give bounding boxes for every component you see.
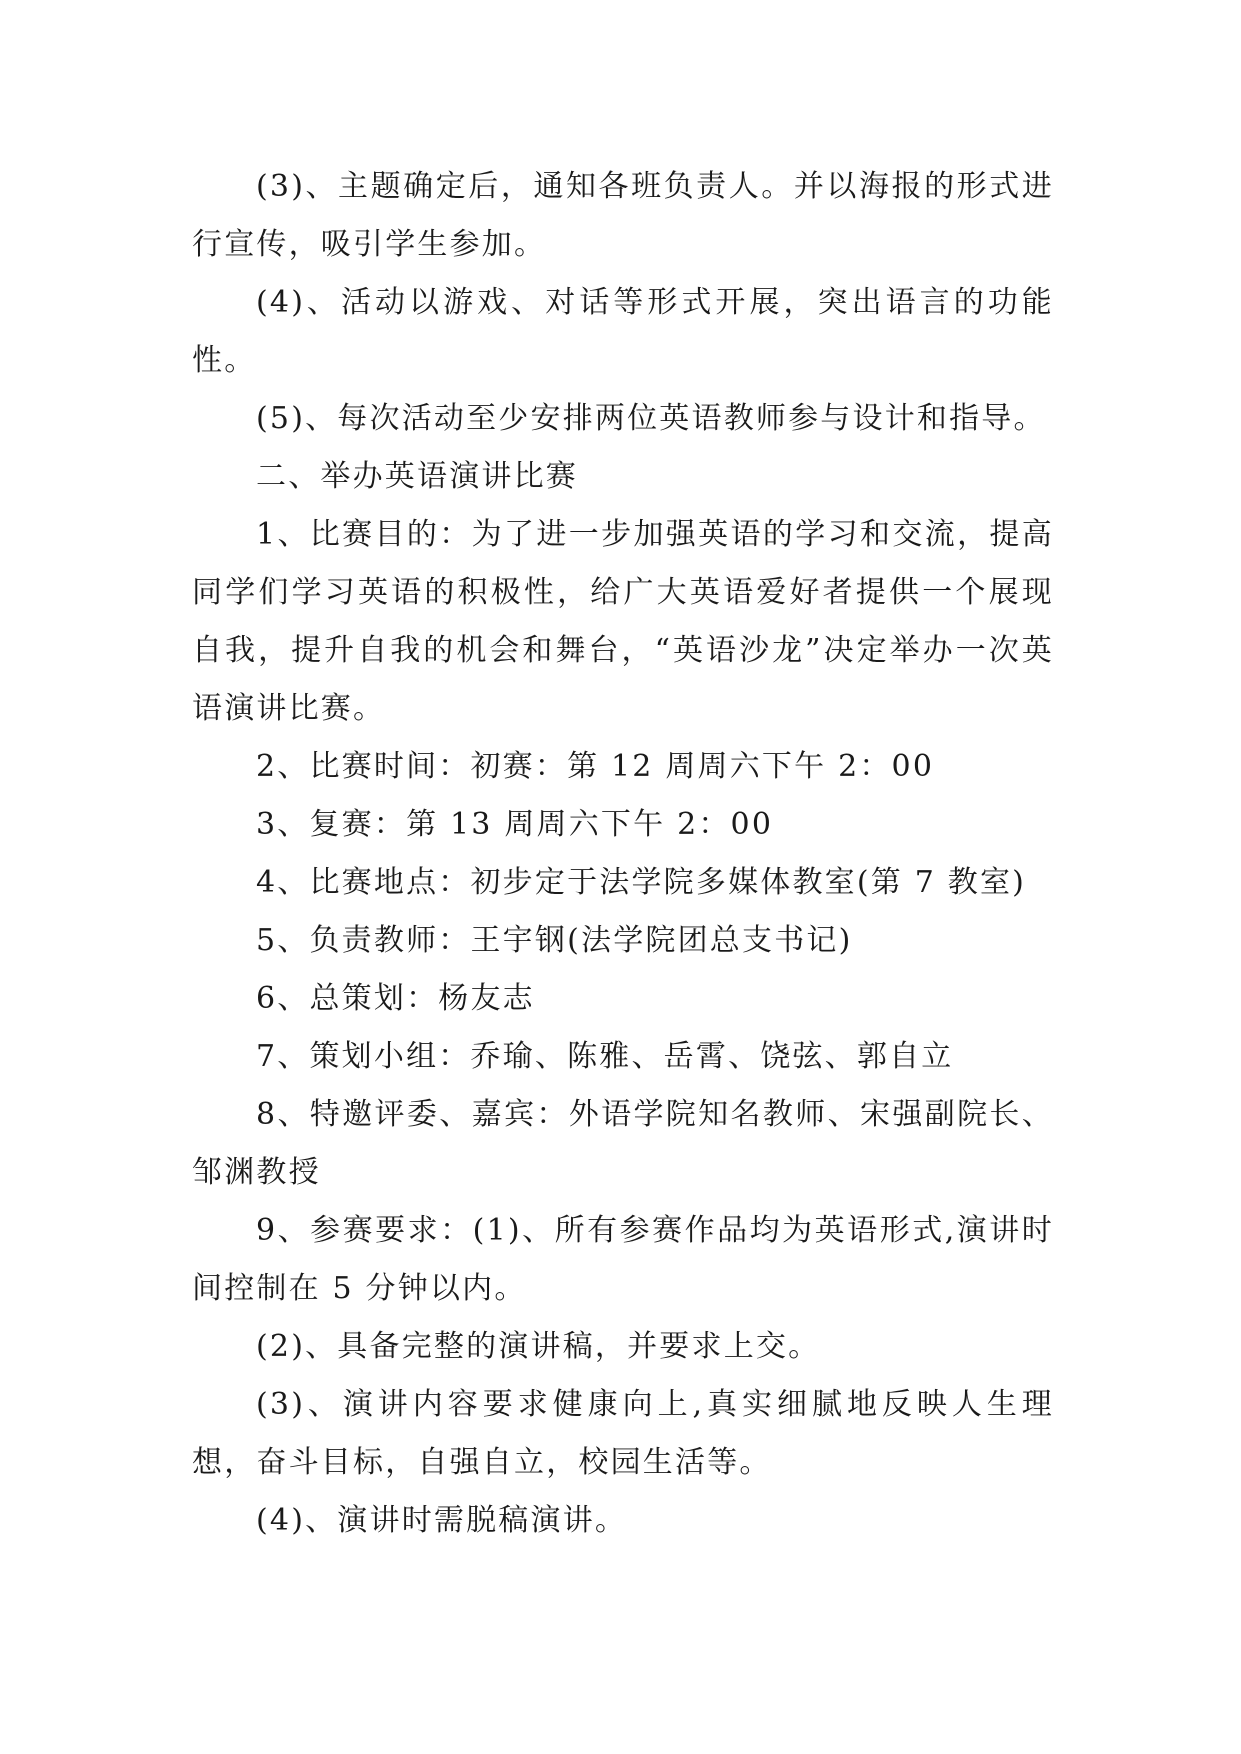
paragraph-requirement-4: (4)、演讲时需脱稿演讲。 [256,1503,628,1538]
paragraph-final-time: 3、复赛：第 13 周周六下午 2：00 [256,807,774,842]
paragraph-requirement-2: (2)、具备完整的演讲稿，并要求上交。 [256,1329,821,1364]
paragraph-planning-group: 7、策划小组：乔瑜、陈雅、岳霄、饶弦、郭自立 [256,1039,954,1074]
paragraph-requirement-1: 9、参赛要求：(1)、所有参赛作品均为英语形式,演讲时间控制在 5 分钟以内。 [192,1213,1054,1306]
paragraph-teacher-arrangement: (5)、每次活动至少安排两位英语教师参与设计和指导。 [256,401,1046,436]
paragraph-requirement-3: (3)、演讲内容要求健康向上,真实细腻地反映人生理想，奋斗目标，自强自立，校园生活等。 [192,1387,1054,1480]
paragraph-theme-notice: (3)、主题确定后，通知各班负责人。并以海报的形式进行宣传，吸引学生参加。 [192,169,1054,262]
paragraph-contest-purpose: 1、比赛目的：为了进一步加强英语的学习和交流，提高同学们学习英语的积极性，给广大英语爱好者提供一个展现自我，提升自我的机会和舞台，“英语沙龙”决定举办一次英语演讲比赛。 [192,517,1054,726]
paragraph-responsible-teacher: 5、负责教师：王宇钢(法学院团总支书记) [256,923,853,958]
paragraph-judges-guests: 8、特邀评委、嘉宾：外语学院知名教师、宋强副院长、邹渊教授 [192,1097,1054,1190]
paragraph-contest-venue: 4、比赛地点：初步定于法学院多媒体教室(第 7 教室) [256,865,1027,900]
paragraph-preliminary-time: 2、比赛时间：初赛：第 12 周周六下午 2：00 [256,749,935,784]
paragraph-activity-format: (4)、活动以游戏、对话等形式开展，突出语言的功能性。 [192,285,1054,378]
document-body [192,158,1054,1550]
section-heading-speech-contest: 二、举办英语演讲比赛 [256,459,578,494]
paragraph-chief-planner: 6、总策划：杨友志 [256,981,535,1016]
